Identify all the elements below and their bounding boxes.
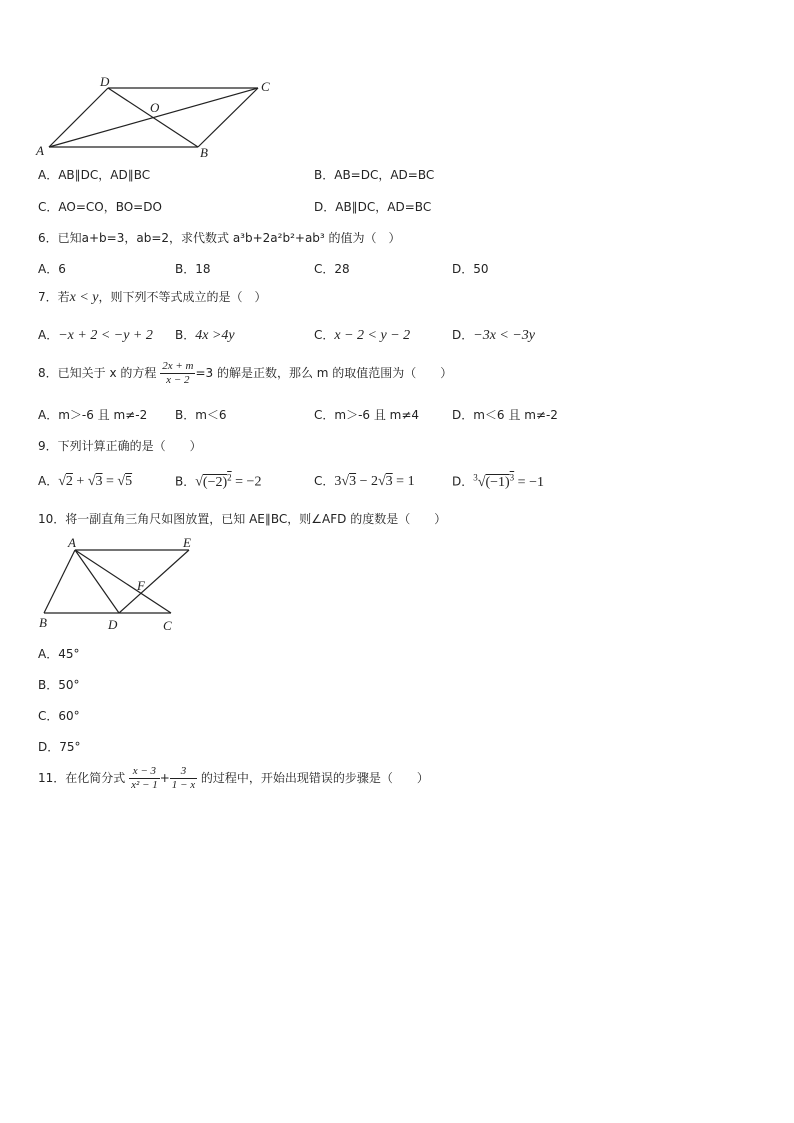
- segment-de: [119, 550, 189, 613]
- point-label-e: E: [183, 535, 191, 550]
- q11-fraction-2-numerator: 3: [170, 765, 197, 779]
- q8-option-c[interactable]: C．m＞-6 且 m≠4: [314, 408, 420, 422]
- q9-d-result: = −1: [514, 474, 544, 490]
- q7-option-a-expr: −x + 2 < −y + 2: [58, 328, 153, 343]
- triangle-rulers-figure: [36, 536, 196, 636]
- q9-d-exponent: 3: [509, 472, 515, 482]
- q8-stem-suffix: =3 的解是正数，那么 m 的取值范围为（ ）: [195, 366, 453, 380]
- q11-fraction-1-numerator: x − 3: [129, 765, 160, 779]
- q9-stem: 9．下列计算正确的是（ ）: [38, 439, 202, 453]
- point-label-a: A: [36, 143, 44, 158]
- q9-option-a[interactable]: A．√2 + √3 = √5: [38, 474, 133, 489]
- q8-option-a[interactable]: A．m＞-6 且 m≠-2: [38, 408, 148, 422]
- q9-option-b-label: B．: [175, 474, 196, 489]
- q7-stem-prefix: 7．若: [38, 290, 70, 304]
- q5-option-a[interactable]: A．AB∥DC，AD∥BC: [38, 168, 151, 182]
- q9-a-radicand-2: 3: [95, 474, 103, 489]
- q11-stem: [38, 765, 429, 792]
- q7-option-d-label: D．: [452, 328, 474, 342]
- q9-d-radicand: (−1): [485, 474, 510, 490]
- point-label-o: O: [150, 100, 160, 115]
- q9-option-c[interactable]: C．3√3 − 2√3 = 1: [314, 474, 415, 489]
- q8-fraction: [160, 360, 195, 387]
- point-label-d: D: [108, 617, 118, 632]
- q7-option-b-expr: 4x >4y: [195, 328, 235, 343]
- q10-option-a[interactable]: A．45°: [38, 647, 80, 661]
- q7-condition: x < y: [69, 290, 99, 305]
- q6-option-c[interactable]: C．28: [314, 262, 350, 276]
- q9-a-plus: +: [72, 474, 88, 489]
- point-label-c: C: [261, 79, 270, 94]
- q7-option-b[interactable]: [175, 326, 235, 344]
- q11-stem-suffix: 的过程中，开始出现错误的步骤是（ ）: [200, 771, 429, 785]
- q9-c-result: = 1: [392, 474, 415, 489]
- point-label-d: D: [100, 74, 110, 89]
- q10-stem: 10．将一副直角三角尺如图放置，已知 AE∥BC，则∠AFD 的度数是（ ）: [38, 512, 447, 526]
- q8-option-d[interactable]: D．m＜6 且 m≠-2: [452, 408, 558, 422]
- q9-option-b[interactable]: B．$√(-2)^2 = -2$: [175, 472, 262, 490]
- point-label-b: B: [200, 145, 208, 160]
- q7-option-d[interactable]: [452, 326, 535, 344]
- point-label-c: C: [163, 618, 172, 633]
- q9-a-radicand-3: 5: [125, 474, 133, 489]
- q11-stem-prefix: 11．在化简分式: [38, 771, 126, 785]
- q10-option-b[interactable]: B．50°: [38, 678, 80, 692]
- q6-option-b[interactable]: B．18: [175, 262, 211, 276]
- q9-b-exponent: 2: [227, 472, 232, 482]
- q11-fraction-1-denominator: x² − 1: [131, 779, 158, 791]
- q9-a-equals: =: [102, 474, 118, 489]
- q9-c-minus: − 2: [356, 474, 378, 489]
- q11-plus: +: [159, 771, 170, 785]
- q7-option-a[interactable]: [38, 326, 153, 344]
- q11-fraction-2-denominator: 1 − x: [171, 779, 196, 791]
- q8-fraction-numerator: 2x + m: [162, 360, 194, 372]
- q6-option-a[interactable]: A．6: [38, 262, 66, 276]
- q9-option-c-label: C．: [314, 474, 335, 488]
- q5-option-d[interactable]: D．AB∥DC，AD=BC: [314, 200, 432, 214]
- q9-c-radicand-1: 3: [349, 474, 357, 489]
- q8-option-b[interactable]: B．m＜6: [175, 408, 227, 422]
- q7-option-c-expr: x − 2 < y − 2: [334, 328, 411, 343]
- q9-b-result: = −2: [231, 474, 262, 490]
- q11-fraction-1: [129, 765, 160, 792]
- q7-option-a-label: A．: [38, 328, 59, 342]
- parallelogram-figure: [36, 76, 276, 160]
- point-label-f: F: [137, 578, 145, 593]
- q6-stem: 6．已知a+b=3，ab=2，求代数式 a³b+2a²b²+ab³ 的值为（ ）: [38, 231, 401, 245]
- q5-option-b[interactable]: B．AB=DC，AD=BC: [314, 168, 435, 182]
- q7-option-c-label: C．: [314, 328, 335, 342]
- q9-c-radicand-2: 3: [385, 474, 393, 489]
- q7-stem-suffix: ，则下列不等式成立的是（ ）: [98, 290, 267, 304]
- q7-option-d-expr: −3x < −3y: [473, 328, 536, 343]
- q9-b-radicand: (−2): [202, 474, 228, 490]
- q9-option-d[interactable]: D．$^3√(-1)^3 = -1$: [452, 472, 544, 490]
- q7-option-c[interactable]: [314, 326, 410, 344]
- q10-option-c[interactable]: C．60°: [38, 709, 80, 723]
- q9-d-root-index: 3: [473, 472, 478, 482]
- segment-ad: [75, 550, 119, 613]
- q8-stem-prefix: 8．已知关于 x 的方程: [38, 366, 157, 380]
- q10-option-d[interactable]: D．75°: [38, 740, 81, 754]
- q11-fraction-2: [170, 765, 197, 792]
- q7-option-b-label: B．: [175, 328, 196, 342]
- q9-option-a-label: A．: [38, 474, 59, 488]
- q7-stem: [38, 288, 267, 306]
- diagonal-bd: [108, 88, 198, 147]
- q6-option-d[interactable]: D．50: [452, 262, 489, 276]
- q5-option-c[interactable]: C．AO=CO，BO=DO: [38, 200, 162, 214]
- q9-a-radicand-1: 2: [65, 474, 73, 489]
- point-label-a: A: [68, 535, 76, 550]
- point-label-b: B: [39, 615, 47, 630]
- q8-stem: [38, 360, 452, 387]
- q9-c-coef: 3: [334, 474, 342, 489]
- q8-fraction-denominator: x − 2: [166, 374, 190, 386]
- q9-option-d-label: D．: [452, 474, 474, 489]
- segment-ab: [44, 550, 75, 613]
- segment-ac: [75, 550, 171, 613]
